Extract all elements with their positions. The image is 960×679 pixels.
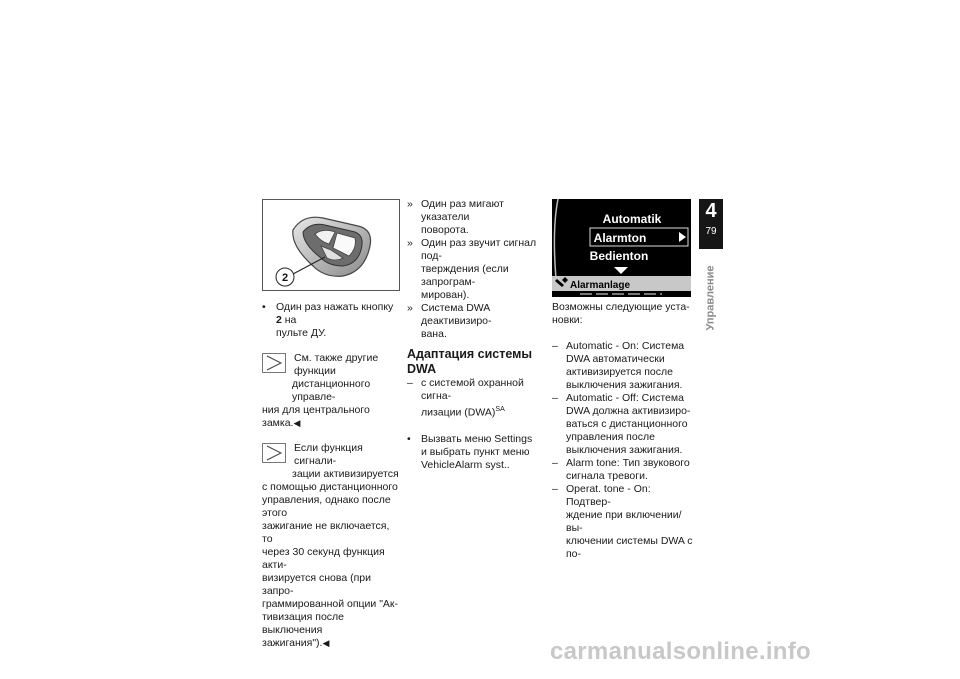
display-footer-title: Alarmanlage	[570, 280, 631, 291]
condition-item: – с системой охранной сигна- лизации (DWA)$^{SA}$	[407, 377, 524, 419]
menu-item-automatik: Automatik	[602, 212, 662, 226]
menu-item-alarmton: Alarmton	[593, 231, 647, 245]
settings-item: – Automatic - Off: Система DWA должна активизиро- ваться с дистанционного управления после выключения зажигания.	[552, 392, 691, 456]
note-triangle-icon	[262, 443, 286, 463]
display-screenshot	[552, 199, 691, 297]
settings-list	[552, 340, 697, 561]
page-number: 79	[705, 226, 717, 237]
menu-item-bedienton: Bedienton	[589, 249, 649, 263]
settings-item: – Operat. tone - On: Подтвер- ждение при включении/вы- ключении системы DWA с по-	[552, 483, 693, 560]
instruction-press-button: • Один раз нажать кнопку 2 на пульте ДУ.	[262, 301, 394, 339]
column-1	[262, 301, 402, 650]
step-item: • Вызвать меню Settings и выбрать пункт меню VehicleAlarm syst..	[407, 432, 533, 471]
end-mark-icon: ◀	[293, 418, 301, 428]
chapter-number: 4	[705, 200, 717, 222]
section-heading: Адаптация системы DWA	[407, 347, 533, 376]
end-mark-icon: ◀	[322, 638, 330, 648]
chapter-tab	[699, 199, 723, 249]
display-illustration	[552, 199, 691, 297]
result-list	[407, 198, 547, 341]
result-item: » Один раз мигают указатели поворота.	[407, 198, 504, 236]
settings-item: – Automatic - On: Система DWA автоматически активизируется после выключения зажигания.	[552, 340, 685, 391]
section-label: Управление	[704, 265, 717, 331]
callout-number: 2	[281, 272, 289, 284]
key-fob-figure	[262, 199, 400, 291]
settings-item: – Alarm tone: Тип звукового сигнала тревоги.	[552, 457, 690, 482]
result-item: » Система DWA деактивизиро- вана.	[407, 302, 492, 340]
special-equipment-mark: SA	[495, 406, 505, 413]
column-2	[407, 198, 547, 472]
watermark: carmanualsonline.info	[550, 638, 812, 665]
column-3: Возможны следующие уста- новки: – Automatic - On: Система DWA автоматически активизируется после выключения зажигания. – Automatic - Off: Система DWA должна активизиро- ваться с дистанционного управления после выключения зажигания. – Alarm tone: Тип звукового сигнала тревоги. – Operat. tone - On: Подтвер- ждение при включении/вы- ключении системы DWA с по-	[552, 301, 697, 561]
key-fob-illustration	[263, 200, 399, 290]
result-item: » Один раз звучит сигнал под- тверждения (если запрограм- мирован).	[407, 237, 537, 301]
button-number: 2	[276, 314, 282, 326]
note-see-also: См. также другие функции дистанционного управле- ния для центрального замка.◀	[262, 352, 379, 429]
note-alarm-reactivation: Если функция сигнали- зации активизируется с помощью дистанционного управления, однако после этого зажигание не включается, то через 30 секунд функция акти- визируется снова (при запро- граммированной опции "Ак- тивизация после выключения зажигания").◀	[262, 442, 399, 649]
note-triangle-icon	[262, 353, 286, 373]
